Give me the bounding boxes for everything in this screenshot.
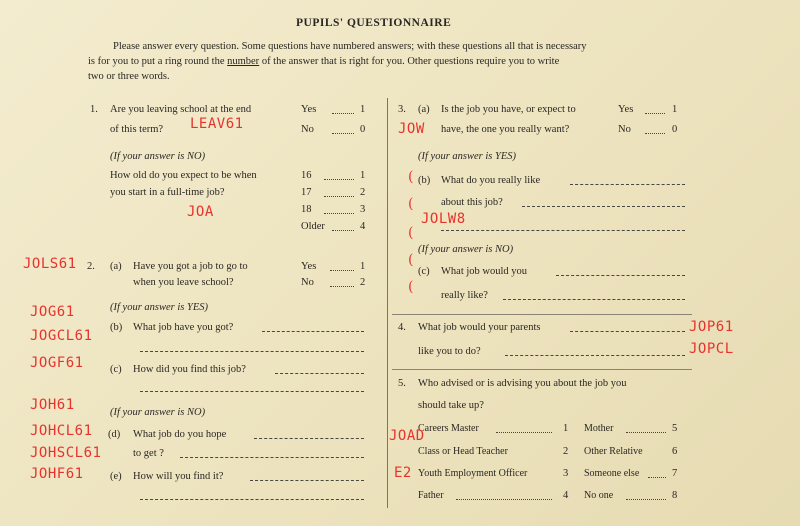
q4-answer-line-1[interactable] — [570, 331, 685, 332]
q5-someone-else-leader — [648, 477, 666, 478]
code-e2: E2 — [394, 465, 412, 481]
q1-age-16-label: 16 — [301, 170, 312, 181]
q3-ifyes-note: (If your answer is YES) — [418, 151, 516, 162]
code-jogcl61: JOGCL61 — [30, 328, 93, 344]
q1-age-older-label: Older — [301, 221, 325, 232]
q4-text-1: What job would your parents — [418, 322, 541, 333]
q3b-text-2: about this job? — [441, 197, 503, 208]
q2b-text: What job have you got? — [133, 322, 234, 333]
q2d-label: (d) — [108, 429, 121, 440]
q2c-answer-line-1[interactable] — [275, 373, 364, 374]
q5-father-option[interactable]: 4 — [563, 490, 569, 501]
code-jogf61: JOGF61 — [30, 355, 84, 371]
red-bracket-2: ( — [408, 196, 414, 212]
page-title: PUPILS' QUESTIONNAIRE — [296, 17, 452, 29]
q4-number: 4. — [398, 322, 406, 333]
q5-number: 5. — [398, 378, 406, 389]
q1-age-18-label: 18 — [301, 204, 312, 215]
q2e-label: (e) — [110, 471, 122, 482]
q5-class-teacher-option[interactable]: 2 — [563, 446, 569, 457]
q4-answer-line-2[interactable] — [505, 355, 685, 356]
q3c-label: (c) — [418, 266, 430, 277]
q3b-answer-line-1[interactable] — [570, 184, 685, 185]
code-jog61: JOG61 — [30, 304, 75, 320]
q3-yes-option[interactable]: 1 — [672, 104, 678, 115]
q5-father-label: Father — [418, 490, 444, 501]
q3c-text-2: really like? — [441, 290, 488, 301]
q1-age-18-option[interactable]: 3 — [360, 204, 366, 215]
q1-no-leader — [332, 133, 354, 134]
q2-number: 2. — [87, 261, 95, 272]
q1-age-18-leader — [324, 213, 354, 214]
intro-number-word: number — [227, 56, 260, 67]
q1-text-2: of this term? — [110, 124, 164, 135]
code-johscl61: JOHSCL61 — [30, 445, 102, 461]
q4-text-2: like you to do? — [418, 346, 481, 357]
q1-ifno-note: (If your answer is NO) — [110, 151, 206, 162]
q3c-answer-line-2[interactable] — [503, 299, 685, 300]
code-jols61: JOLS61 — [23, 256, 77, 272]
q5-youth-officer-option[interactable]: 3 — [563, 468, 569, 479]
code-jow: JOW — [398, 121, 425, 137]
q2-ifyes-note: (If your answer is YES) — [110, 302, 208, 313]
q1-age-older-option[interactable]: 4 — [360, 221, 366, 232]
intro-line-3: two or three words. — [88, 71, 170, 82]
q2-no-option[interactable]: 2 — [360, 277, 366, 288]
q1-no-option[interactable]: 0 — [360, 124, 366, 135]
q1-age-16-leader — [324, 179, 354, 180]
code-joh61: JOH61 — [30, 397, 75, 413]
q3a-text-2: have, the one you really want? — [441, 124, 570, 135]
q1-age-17-label: 17 — [301, 187, 312, 198]
intro-line-2c: of the answer that is right for you. Other questions require you to write — [259, 56, 560, 67]
q5-careers-master-option[interactable]: 1 — [563, 423, 569, 434]
q5-careers-master-label: Careers Master — [418, 423, 479, 434]
q3b-text-1: What do you really like — [441, 175, 541, 186]
q1-age-text-1: How old do you expect to be when — [110, 170, 257, 181]
code-johcl61: JOHCL61 — [30, 423, 93, 439]
intro-line-1: Please answer every question. Some questions have numbered answers; with these questions all that is necessary — [113, 41, 587, 52]
q5-careers-master-leader — [496, 432, 552, 433]
q5-mother-option[interactable]: 5 — [672, 423, 678, 434]
q2a-text-1: Have you got a job to go to — [133, 261, 248, 272]
q3-yes-label: Yes — [618, 104, 634, 115]
q5-someone-else-option[interactable]: 7 — [672, 468, 678, 479]
q2-yes-label: Yes — [301, 261, 317, 272]
q5-youth-officer-label: Youth Employment Officer — [418, 468, 528, 479]
q2-ifno-note: (If your answer is NO) — [110, 407, 206, 418]
q5-father-leader — [456, 499, 552, 500]
q2e-text: How will you find it? — [133, 471, 224, 482]
q1-age-16-option[interactable]: 1 — [360, 170, 366, 181]
q3b-label: (b) — [418, 175, 431, 186]
q3-no-label: No — [618, 124, 631, 135]
red-bracket-3: ( — [408, 225, 414, 241]
q2c-label: (c) — [110, 364, 122, 375]
q2-yes-leader — [330, 270, 354, 271]
q3a-text-1: Is the job you have, or expect to — [441, 104, 576, 115]
q5-text-1: Who advised or is advising you about the job you — [418, 378, 627, 389]
q2e-answer-line-2[interactable] — [140, 499, 364, 500]
q1-age-older-leader — [332, 230, 354, 231]
q3b-answer-line-3[interactable] — [441, 230, 685, 231]
q5-other-relative-label: Other Relative — [584, 446, 643, 457]
q3-yes-leader — [645, 113, 665, 114]
q5-no-one-label: No one — [584, 490, 614, 501]
column-divider — [387, 98, 388, 508]
q1-yes-option[interactable]: 1 — [360, 104, 366, 115]
q5-no-one-option[interactable]: 8 — [672, 490, 678, 501]
q1-text-1: Are you leaving school at the end — [110, 104, 252, 115]
q2b-answer-line-2[interactable] — [140, 351, 364, 352]
red-bracket-4: ( — [408, 252, 414, 268]
q2b-label: (b) — [110, 322, 123, 333]
q2c-answer-line-2[interactable] — [140, 391, 364, 392]
q1-no-label: No — [301, 124, 314, 135]
q1-age-17-option[interactable]: 2 — [360, 187, 366, 198]
intro-line-2a: is for you to put a ring round the — [88, 56, 228, 67]
q5-someone-else-label: Someone else — [584, 468, 640, 479]
q5-mother-leader — [626, 432, 666, 433]
q1-age-text-2: you start in a full-time job? — [110, 187, 225, 198]
red-bracket-5: ( — [408, 279, 414, 295]
q2c-text: How did you find this job? — [133, 364, 246, 375]
q3-number: 3. — [398, 104, 406, 115]
code-leav61: LEAV61 — [190, 116, 244, 132]
code-johf61: JOHF61 — [30, 466, 84, 482]
code-jop61: JOP61 — [689, 319, 734, 335]
q1-yes-label: Yes — [301, 104, 317, 115]
code-joa: JOA — [187, 204, 214, 220]
q2d-text-1: What job do you hope — [133, 429, 227, 440]
q3b-answer-line-2[interactable] — [522, 206, 685, 207]
q2d-text-2: to get ? — [133, 448, 164, 459]
q2a-text-2: when you leave school? — [133, 277, 234, 288]
q4-q5-divider — [392, 369, 692, 370]
code-jopcl: JOPCL — [689, 341, 734, 357]
q5-class-teacher-label: Class or Head Teacher — [418, 446, 508, 457]
q2e-answer-line-1[interactable] — [250, 480, 364, 481]
q1-yes-leader — [332, 113, 354, 114]
q2d-answer-line-1[interactable] — [254, 438, 364, 439]
q5-other-relative-option[interactable]: 6 — [672, 446, 678, 457]
q3-no-option[interactable]: 0 — [672, 124, 678, 135]
q3-no-leader — [645, 133, 665, 134]
q2b-answer-line-1[interactable] — [262, 331, 364, 332]
q3-ifno-note: (If your answer is NO) — [418, 244, 514, 255]
red-bracket-1: ( — [408, 169, 414, 185]
q3a-label: (a) — [418, 104, 430, 115]
q2d-answer-line-2[interactable] — [180, 457, 364, 458]
q2-yes-option[interactable]: 1 — [360, 261, 366, 272]
q3c-answer-line-1[interactable] — [556, 275, 685, 276]
code-joad: JOAD — [389, 428, 425, 444]
q5-no-one-leader — [626, 499, 666, 500]
q1-number: 1. — [90, 104, 98, 115]
q3c-text-1: What job would you — [441, 266, 528, 277]
q3-q4-divider — [392, 314, 692, 315]
q2a-label: (a) — [110, 261, 122, 272]
q2-no-label: No — [301, 277, 314, 288]
q1-age-17-leader — [324, 196, 354, 197]
q5-text-2: should take up? — [418, 400, 484, 411]
q5-mother-label: Mother — [584, 423, 614, 434]
intro-line-2 — [88, 55, 559, 68]
code-jolw8: JOLW8 — [421, 211, 466, 227]
q2-no-leader — [330, 286, 354, 287]
